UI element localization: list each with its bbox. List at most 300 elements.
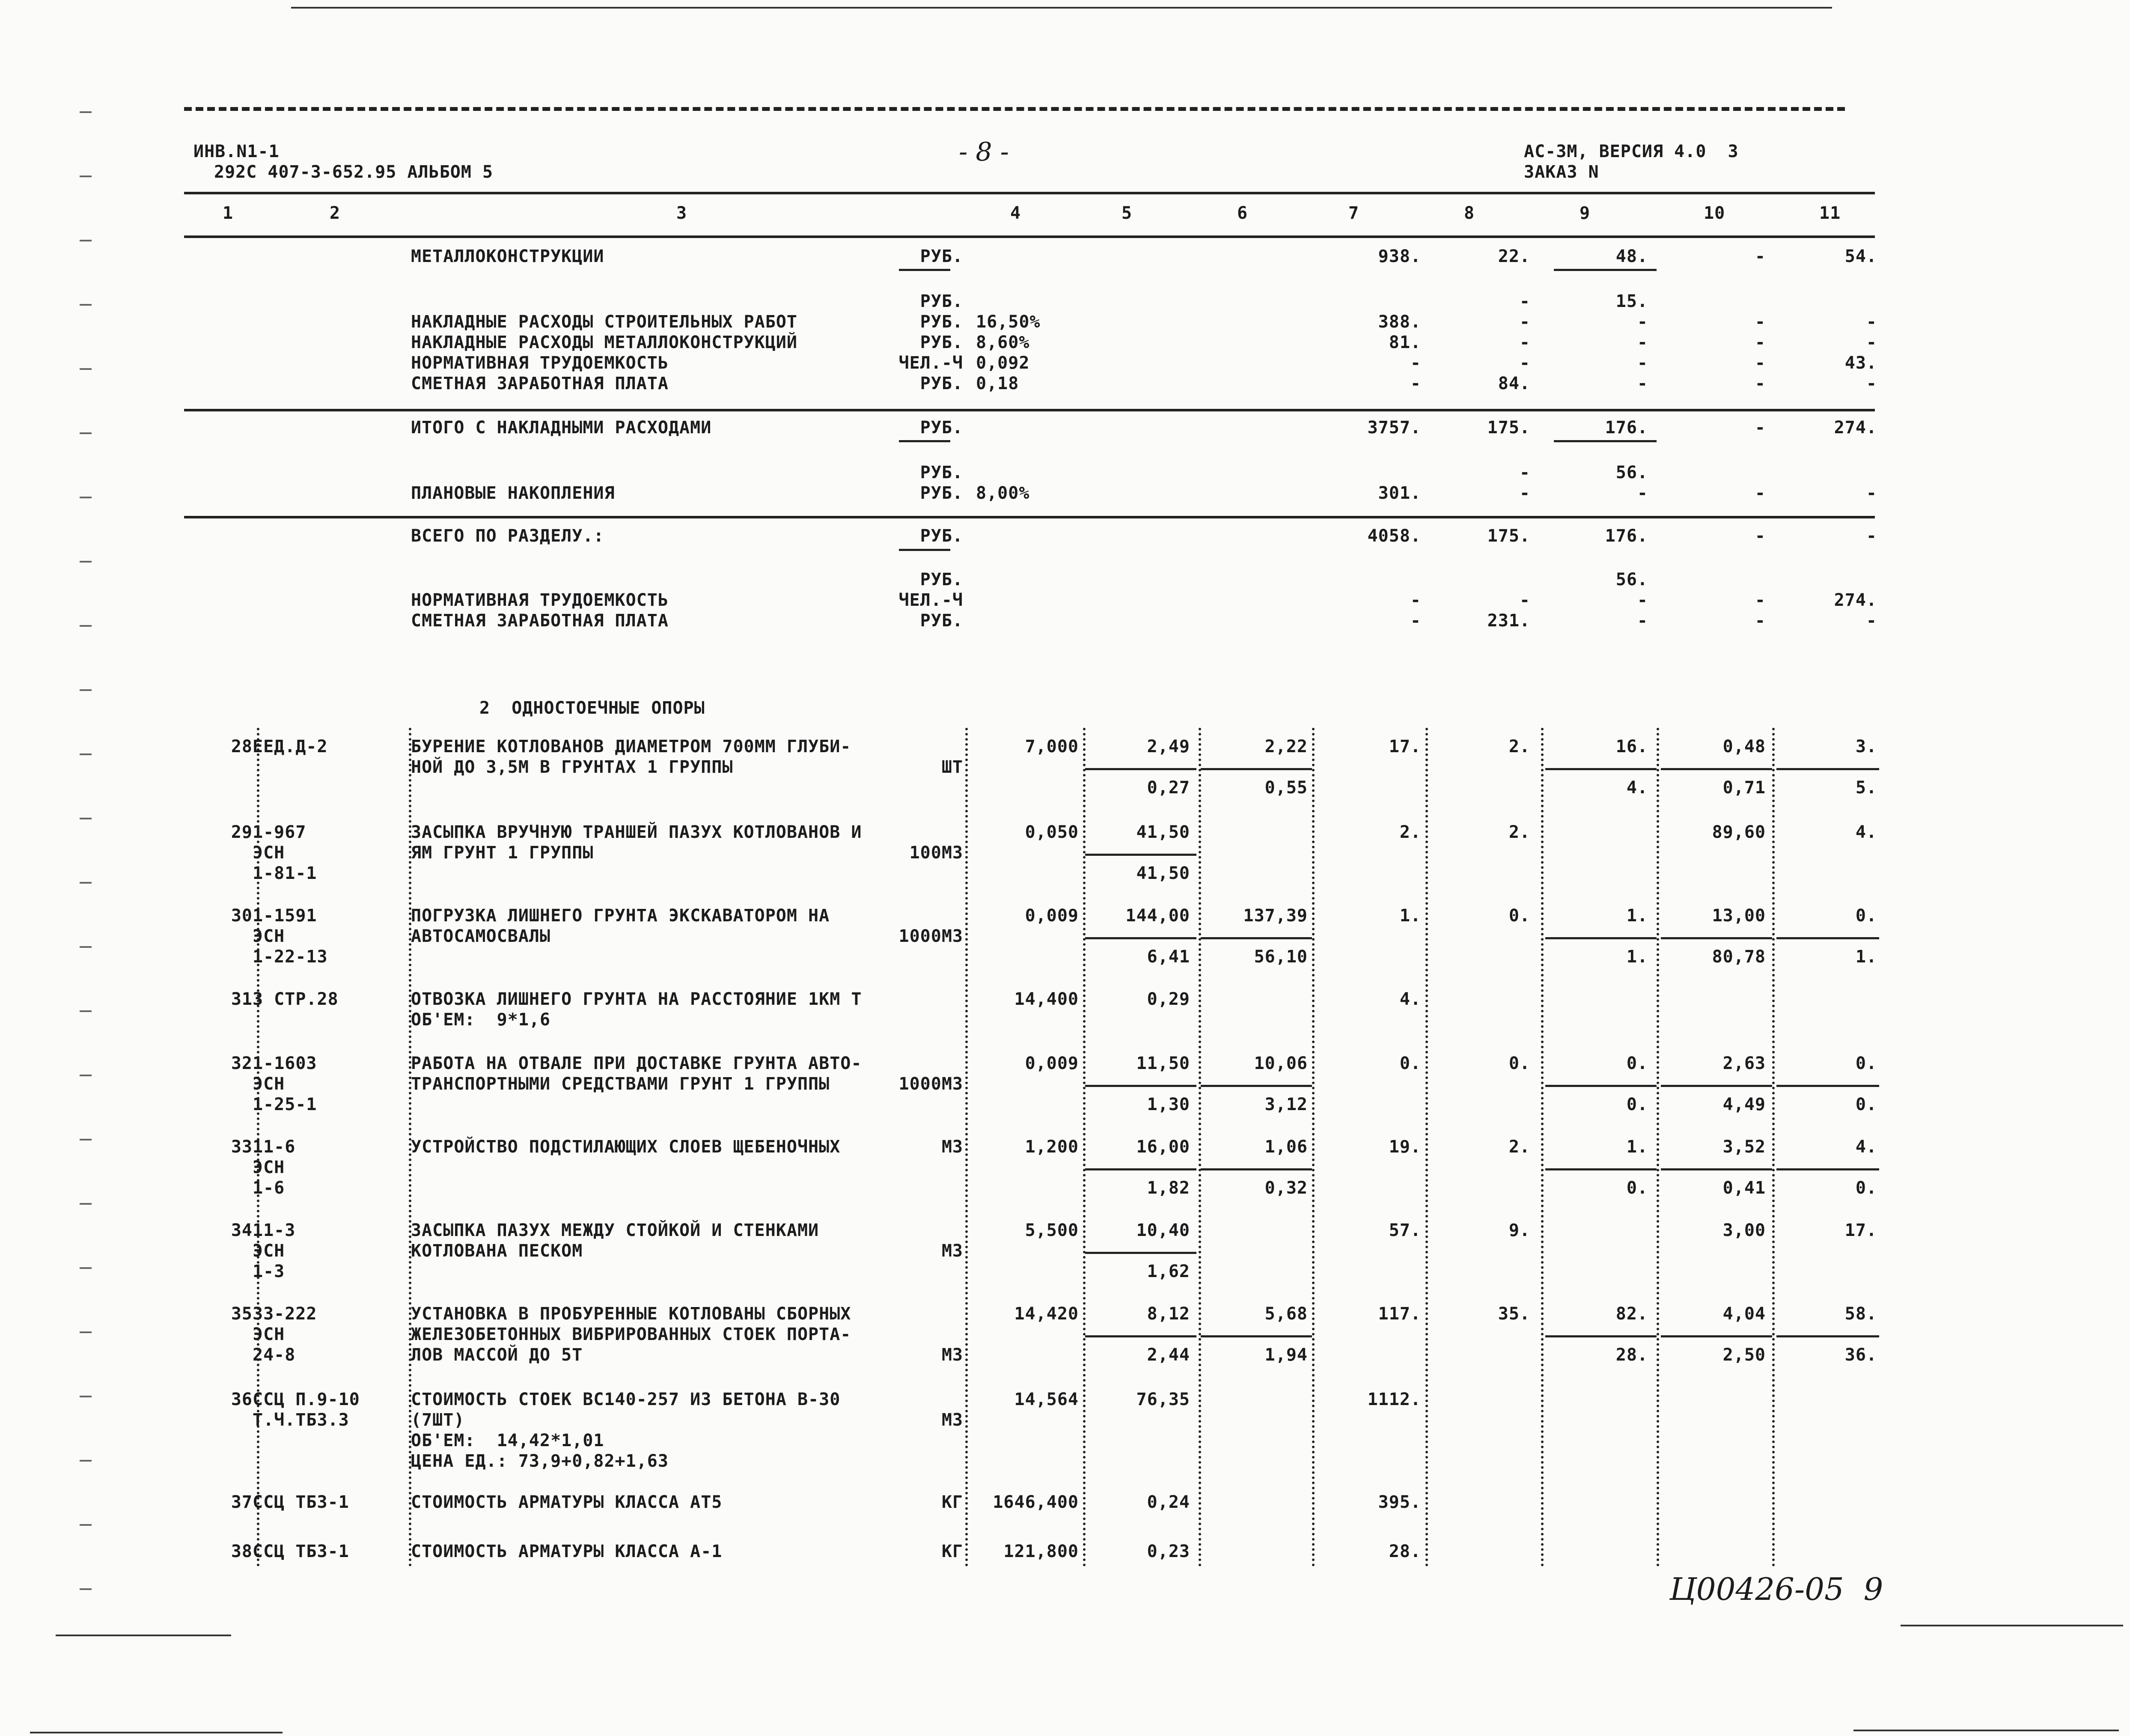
item-number: 37 <box>231 1492 253 1512</box>
item-c7: 57. <box>1389 1221 1421 1240</box>
margin-mark <box>80 176 92 177</box>
summary-c8: 22. <box>1498 247 1530 266</box>
item-unit: КГ <box>941 1542 963 1561</box>
item-p5: 144,00 <box>1125 906 1190 926</box>
item-c10: 2,63 <box>1722 1054 1766 1073</box>
section-rule <box>184 516 1875 518</box>
item-c7: 0. <box>1399 1054 1421 1073</box>
item-p5: 2,49 <box>1147 737 1190 756</box>
summary-c10: - <box>1755 353 1766 373</box>
summary-c10: - <box>1755 312 1766 332</box>
split-line <box>1776 1085 1879 1087</box>
total-underline <box>1554 440 1657 442</box>
summary-rate: 0,092 <box>976 353 1030 373</box>
summary-c8: 175. <box>1487 526 1530 546</box>
margin-mark <box>80 368 92 370</box>
item-c7: 4. <box>1399 989 1421 1009</box>
summary-c10: - <box>1755 611 1766 631</box>
split-line <box>1545 1085 1657 1087</box>
summary-label: НАКЛАДНЫЕ РАСХОДЫ МЕТАЛЛОКОНСТРУКЦИЙ <box>411 333 797 352</box>
item-quantity: 7,000 <box>1025 737 1079 756</box>
item-c8: 35. <box>1498 1304 1530 1324</box>
item-c10: 0,48 <box>1722 737 1766 756</box>
column-header: 6 <box>1237 203 1248 223</box>
item-description: УСТРОЙСТВО ПОДСТИЛАЮЩИХ СЛОЕВ ЩЕБЕНОЧНЫХ <box>411 1137 841 1157</box>
item-c11: 36. <box>1844 1345 1877 1365</box>
item-quantity: 0,009 <box>1025 1054 1079 1073</box>
summary-c11: 274. <box>1834 418 1877 438</box>
item-description: СТОИМОСТЬ АРМАТУРЫ КЛАССА АТ5 <box>411 1492 723 1512</box>
summary-c11: 54. <box>1844 247 1877 266</box>
item-code: ЭСН <box>253 926 285 946</box>
item-c10: 89,60 <box>1712 822 1766 842</box>
column-separator <box>257 728 259 1567</box>
column-separator <box>965 728 968 1567</box>
summary-c10: - <box>1755 483 1766 503</box>
summary-c8: - <box>1519 590 1530 610</box>
summary-c8: 175. <box>1487 418 1530 438</box>
margin-mark <box>80 1075 92 1076</box>
summary-c10: - <box>1755 418 1766 438</box>
margin-mark <box>80 818 92 819</box>
column-header: 9 <box>1580 203 1591 223</box>
item-c11: 3. <box>1855 737 1877 756</box>
item-description: ЛОВ МАССОЙ ДО 5Т <box>411 1345 583 1365</box>
unit-underline <box>899 269 950 271</box>
item-c10: 0,71 <box>1722 778 1766 798</box>
item-c11: 0. <box>1855 906 1877 926</box>
margin-mark <box>80 304 92 306</box>
summary-c9: - <box>1637 374 1648 393</box>
summary-unit: РУБ. <box>920 312 963 332</box>
column-header: 11 <box>1819 203 1841 223</box>
margin-mark <box>80 432 92 434</box>
margin-mark <box>80 1267 92 1269</box>
item-p5: 0,24 <box>1147 1492 1190 1512</box>
item-unit: 1000М3 <box>898 926 963 946</box>
item-code: 1-3 <box>253 1262 285 1281</box>
column-header: 1 <box>223 203 234 223</box>
item-code: ЭСН <box>253 1325 285 1344</box>
item-code: 1-81-1 <box>253 864 317 883</box>
item-c9: 0. <box>1626 1054 1648 1073</box>
summary-c11: - <box>1866 374 1877 393</box>
split-line <box>1201 1335 1312 1337</box>
item-c8: 2. <box>1508 822 1530 842</box>
item-code: 1-967 <box>253 822 306 842</box>
item-number: 29 <box>231 822 253 842</box>
item-description: ЗАСЫПКА ВРУЧНУЮ ТРАНШЕЙ ПАЗУХ КОТЛОВАНОВ И <box>411 822 862 842</box>
inventory-number: ИНВ.N1-1 <box>193 142 280 161</box>
summary-c7: - <box>1410 374 1421 393</box>
item-p5: 1,82 <box>1147 1178 1190 1198</box>
split-line <box>1661 937 1772 939</box>
summary-unit: ЧЕЛ.-Ч <box>898 590 963 610</box>
summary-c11: - <box>1866 312 1877 332</box>
item-description: ЗАСЫПКА ПАЗУХ МЕЖДУ СТОЙКОЙ И СТЕНКАМИ <box>411 1221 819 1240</box>
item-p6: 5,68 <box>1264 1304 1308 1324</box>
item-c11: 5. <box>1855 778 1877 798</box>
summary-label: ПЛАНОВЫЕ НАКОПЛЕНИЯ <box>411 483 615 503</box>
summary-unit: ЧЕЛ.-Ч <box>898 353 963 373</box>
summary-c11: 43. <box>1844 353 1877 373</box>
total-underline <box>1554 269 1657 271</box>
item-code: 11-3 <box>253 1221 296 1240</box>
item-quantity: 14,564 <box>1014 1390 1079 1409</box>
margin-mark <box>80 240 92 241</box>
item-description: СТОИМОСТЬ СТОЕК ВС140-257 ИЗ БЕТОНА В-30 <box>411 1390 841 1409</box>
summary-c9: - <box>1637 590 1648 610</box>
column-separator <box>1199 728 1201 1567</box>
summary-c10: - <box>1755 374 1766 393</box>
margin-mark <box>80 1396 92 1397</box>
item-unit: ШТ <box>941 757 963 777</box>
summary-rate: 16,50% <box>976 312 1041 332</box>
item-p5: 11,50 <box>1136 1054 1190 1073</box>
split-line <box>1085 937 1196 939</box>
summary-c7: 4058. <box>1367 526 1421 546</box>
item-code: 1-1591 <box>253 906 317 926</box>
summary-label: СМЕТНАЯ ЗАРАБОТНАЯ ПЛАТА <box>411 611 669 631</box>
summary-c9: - <box>1637 611 1648 631</box>
split-line <box>1545 1335 1657 1337</box>
item-c7: 19. <box>1389 1137 1421 1157</box>
margin-mark <box>80 1588 92 1590</box>
summary-c10: - <box>1755 526 1766 546</box>
item-code: ЭСН <box>253 1074 285 1094</box>
item-c7: 2. <box>1399 822 1421 842</box>
summary-c9: 15. <box>1615 292 1648 311</box>
margin-mark <box>80 1139 92 1140</box>
item-p5: 0,23 <box>1147 1542 1190 1561</box>
margin-mark <box>80 561 92 563</box>
column-header: 5 <box>1122 203 1133 223</box>
item-c10: 4,04 <box>1722 1304 1766 1324</box>
item-description: ПОГРУЗКА ЛИШНЕГО ГРУНТА ЭКСКАВАТОРОМ НА <box>411 906 830 926</box>
summary-c8: - <box>1519 483 1530 503</box>
summary-c7: 938. <box>1378 247 1421 266</box>
summary-c7: 301. <box>1378 483 1421 503</box>
summary-unit: РУБ. <box>920 463 963 482</box>
item-c9: 1. <box>1626 906 1648 926</box>
item-c11: 1. <box>1855 947 1877 967</box>
column-header: 7 <box>1348 203 1360 223</box>
summary-c8: - <box>1519 312 1530 332</box>
item-code: 1-1603 <box>253 1054 317 1073</box>
item-number: 28 <box>231 737 253 756</box>
summary-c10: - <box>1755 590 1766 610</box>
split-line <box>1545 937 1657 939</box>
margin-mark <box>80 882 92 884</box>
item-quantity: 5,500 <box>1025 1221 1079 1240</box>
split-line <box>1201 937 1312 939</box>
split-line <box>1545 1168 1657 1170</box>
column-header: 4 <box>1010 203 1021 223</box>
split-line <box>1661 768 1772 770</box>
item-c8: 0. <box>1508 1054 1530 1073</box>
document-code: 292C 407-3-652.95 АЛЬБОМ 5 <box>214 162 494 182</box>
item-code: ЭСН <box>253 1158 285 1177</box>
split-line <box>1085 1335 1196 1337</box>
item-unit: М3 <box>941 1137 963 1157</box>
summary-c7: - <box>1410 590 1421 610</box>
item-number: 35 <box>231 1304 253 1324</box>
item-code: 1-22-13 <box>253 947 328 967</box>
item-p6: 137,39 <box>1243 906 1308 926</box>
item-quantity: 121,800 <box>1003 1542 1079 1561</box>
item-p5: 41,50 <box>1136 822 1190 842</box>
item-p5: 41,50 <box>1136 864 1190 883</box>
split-line <box>1776 1168 1879 1170</box>
item-p5: 6,41 <box>1147 947 1190 967</box>
item-p5: 1,62 <box>1147 1262 1190 1281</box>
item-code: 24-8 <box>253 1345 296 1365</box>
summary-label: МЕТАЛЛОКОНСТРУКЦИИ <box>411 247 604 266</box>
item-c7: 1. <box>1399 906 1421 926</box>
split-line <box>1661 1085 1772 1087</box>
item-description: РАБОТА НА ОТВАЛЕ ПРИ ДОСТАВКЕ ГРУНТА АВТО- <box>411 1054 862 1073</box>
item-p6: 3,12 <box>1264 1095 1308 1114</box>
margin-mark <box>80 625 92 627</box>
item-c9: 4. <box>1626 778 1648 798</box>
item-c10: 80,78 <box>1712 947 1766 967</box>
margin-mark <box>80 946 92 948</box>
item-p5: 10,40 <box>1136 1221 1190 1240</box>
column-separator <box>1425 728 1428 1567</box>
summary-unit: РУБ. <box>920 333 963 352</box>
item-p5: 0,29 <box>1147 989 1190 1009</box>
item-code: 1-25-1 <box>253 1095 317 1114</box>
item-c8: 9. <box>1508 1221 1530 1240</box>
column-header: 10 <box>1704 203 1725 223</box>
split-line <box>1085 1168 1196 1170</box>
column-separator <box>1657 728 1659 1567</box>
split-line <box>1776 768 1879 770</box>
summary-c10: - <box>1755 333 1766 352</box>
item-p5: 0,27 <box>1147 778 1190 798</box>
summary-c7: 3757. <box>1367 418 1421 438</box>
item-number: 32 <box>231 1054 253 1073</box>
margin-mark <box>80 1331 92 1333</box>
item-c10: 0,41 <box>1722 1178 1766 1198</box>
summary-label: НАКЛАДНЫЕ РАСХОДЫ СТРОИТЕЛЬНЫХ РАБОТ <box>411 312 797 332</box>
item-description: ЯМ ГРУНТ 1 ГРУППЫ <box>411 843 594 863</box>
summary-rate: 8,60% <box>976 333 1030 352</box>
item-c7: 17. <box>1389 737 1421 756</box>
summary-c8: 231. <box>1487 611 1530 631</box>
summary-c8: - <box>1519 292 1530 311</box>
item-description: ЖЕЛЕЗОБЕТОННЫХ ВИБРИРОВАННЫХ СТОЕК ПОРТА- <box>411 1325 851 1344</box>
item-c10: 3,52 <box>1722 1137 1766 1157</box>
summary-c8: - <box>1519 353 1530 373</box>
margin-mark <box>80 1460 92 1462</box>
margin-mark <box>80 1524 92 1526</box>
item-p6: 1,94 <box>1264 1345 1308 1365</box>
item-p6: 10,06 <box>1254 1054 1308 1073</box>
split-line <box>1661 1168 1772 1170</box>
summary-c11: 274. <box>1834 590 1877 610</box>
margin-mark <box>80 497 92 498</box>
program-version: АС-3М, ВЕРСИЯ 4.0 3 <box>1524 142 1739 161</box>
item-c10: 4,49 <box>1722 1095 1766 1114</box>
item-p5: 8,12 <box>1147 1304 1190 1324</box>
column-separator <box>1083 728 1086 1567</box>
item-p5: 2,44 <box>1147 1345 1190 1365</box>
item-quantity: 1646,400 <box>993 1492 1079 1512</box>
section-rule <box>184 409 1875 411</box>
summary-label: ИТОГО С НАКЛАДНЫМИ РАСХОДАМИ <box>411 418 712 438</box>
item-p5: 76,35 <box>1136 1390 1190 1409</box>
item-description: ОБ'ЕМ: 14,42*1,01 <box>411 1431 604 1450</box>
summary-unit: РУБ. <box>920 483 963 503</box>
item-c8: 0. <box>1508 906 1530 926</box>
item-p6: 1,06 <box>1264 1137 1308 1157</box>
item-code: ССЦ П.9-10 <box>253 1390 360 1409</box>
split-line <box>1201 1085 1312 1087</box>
item-c8: 2. <box>1508 737 1530 756</box>
summary-c7: 388. <box>1378 312 1421 332</box>
margin-mark <box>80 753 92 755</box>
split-line <box>1661 1335 1772 1337</box>
summary-c7: - <box>1410 611 1421 631</box>
summary-c11: - <box>1866 611 1877 631</box>
summary-label: НОРМАТИВНАЯ ТРУДОЕМКОСТЬ <box>411 353 669 373</box>
item-unit: 1000М3 <box>898 1074 963 1094</box>
item-unit: М3 <box>941 1345 963 1365</box>
split-line <box>1201 768 1312 770</box>
item-quantity: 0,050 <box>1025 822 1079 842</box>
summary-unit: РУБ. <box>920 526 963 546</box>
item-number: 38 <box>231 1542 253 1561</box>
summary-c9: 176. <box>1605 526 1648 546</box>
item-c8: 2. <box>1508 1137 1530 1157</box>
item-p5: 16,00 <box>1136 1137 1190 1157</box>
summary-c7: 81. <box>1389 333 1421 352</box>
item-c7: 1112. <box>1367 1390 1421 1409</box>
item-code: Т.Ч.ТБ3.3 <box>253 1410 349 1430</box>
summary-c9: 56. <box>1615 570 1648 590</box>
item-code: ССЦ ТБ3-1 <box>253 1492 349 1512</box>
split-line <box>1085 854 1196 856</box>
column-header: 2 <box>330 203 341 223</box>
item-c11: 0. <box>1855 1054 1877 1073</box>
item-code: 3 СТР.28 <box>253 989 339 1009</box>
item-description: ОТВОЗКА ЛИШНЕГО ГРУНТА НА РАССТОЯНИЕ 1КМ Т <box>411 989 862 1009</box>
summary-c8: - <box>1519 333 1530 352</box>
item-number: 31 <box>231 989 253 1009</box>
item-code: 33-222 <box>253 1304 317 1324</box>
summary-c9: 56. <box>1615 463 1648 482</box>
item-c9: 16. <box>1615 737 1648 756</box>
split-line <box>1085 768 1196 770</box>
summary-label: ВСЕГО ПО РАЗДЕЛУ.: <box>411 526 604 546</box>
margin-mark <box>80 689 92 691</box>
split-line <box>1776 937 1879 939</box>
item-c11: 17. <box>1844 1221 1877 1240</box>
item-unit: 100М3 <box>909 843 963 863</box>
item-code: ССЦ ТБ3-1 <box>253 1542 349 1561</box>
item-description: АВТОСАМОСВАЛЫ <box>411 926 551 946</box>
item-c9: 0. <box>1626 1095 1648 1114</box>
column-separator <box>1541 728 1544 1567</box>
summary-c9: - <box>1637 333 1648 352</box>
section-title: 2 ОДНОСТОЕЧНЫЕ ОПОРЫ <box>479 698 705 718</box>
summary-c11: - <box>1866 333 1877 352</box>
item-code: 11-6 <box>253 1137 296 1157</box>
item-code: ЭСН <box>253 1241 285 1261</box>
item-description: БУРЕНИЕ КОТЛОВАНОВ ДИАМЕТРОМ 700ММ ГЛУБИ- <box>411 737 851 756</box>
summary-c8: - <box>1519 463 1530 482</box>
item-quantity: 14,400 <box>1014 989 1079 1009</box>
item-c7: 28. <box>1389 1542 1421 1561</box>
item-c11: 0. <box>1855 1178 1877 1198</box>
summary-c11: - <box>1866 483 1877 503</box>
item-p6: 0,55 <box>1264 778 1308 798</box>
item-c11: 4. <box>1855 822 1877 842</box>
item-quantity: 0,009 <box>1025 906 1079 926</box>
summary-c9: 48. <box>1615 247 1648 266</box>
summary-label: НОРМАТИВНАЯ ТРУДОЕМКОСТЬ <box>411 590 669 610</box>
margin-mark <box>80 1010 92 1012</box>
item-description: КОТЛОВАНА ПЕСКОМ <box>411 1241 583 1261</box>
item-p6: 56,10 <box>1254 947 1308 967</box>
item-c9: 82. <box>1615 1304 1648 1324</box>
item-number: 36 <box>231 1390 253 1409</box>
summary-c7: - <box>1410 353 1421 373</box>
item-c11: 58. <box>1844 1304 1877 1324</box>
item-quantity: 14,420 <box>1014 1304 1079 1324</box>
summary-rate: 8,00% <box>976 483 1030 503</box>
item-number: 34 <box>231 1221 253 1240</box>
summary-c8: 84. <box>1498 374 1530 393</box>
item-description: СТОИМОСТЬ АРМАТУРЫ КЛАССА А-1 <box>411 1542 723 1561</box>
item-p6: 0,32 <box>1264 1178 1308 1198</box>
summary-rate: 0,18 <box>976 374 1019 393</box>
summary-c10: - <box>1755 247 1766 266</box>
summary-unit: РУБ. <box>920 292 963 311</box>
item-code: 1-6 <box>253 1178 285 1198</box>
item-c7: 117. <box>1378 1304 1421 1324</box>
item-p5: 1,30 <box>1147 1095 1190 1114</box>
column-header: 3 <box>676 203 687 223</box>
column-header: 8 <box>1464 203 1475 223</box>
item-c10: 3,00 <box>1722 1221 1766 1240</box>
column-separator <box>409 728 411 1567</box>
item-c10: 2,50 <box>1722 1345 1766 1365</box>
handwritten-sheet-number: Ц00426-05 9 <box>1669 1571 1883 1607</box>
item-c7: 395. <box>1378 1492 1421 1512</box>
item-c10: 13,00 <box>1712 906 1766 926</box>
summary-c11: - <box>1866 526 1877 546</box>
item-c11: 4. <box>1855 1137 1877 1157</box>
split-line <box>1201 1168 1312 1170</box>
item-description: УСТАНОВКА В ПРОБУРЕННЫЕ КОТЛОВАНЫ СБОРНЫХ <box>411 1304 851 1324</box>
summary-c9: 176. <box>1605 418 1648 438</box>
summary-unit: РУБ. <box>920 611 963 631</box>
item-unit: КГ <box>941 1492 963 1512</box>
split-line <box>1085 1085 1196 1087</box>
item-quantity: 1,200 <box>1025 1137 1079 1157</box>
item-description: ОБ'ЕМ: 9*1,6 <box>411 1010 551 1030</box>
summary-unit: РУБ. <box>920 418 963 438</box>
item-c9: 0. <box>1626 1178 1648 1198</box>
summary-unit: РУБ. <box>920 570 963 590</box>
item-unit: М3 <box>941 1410 963 1430</box>
summary-unit: РУБ. <box>920 374 963 393</box>
item-code: ЕЕД.Д-2 <box>253 737 328 756</box>
item-p6: 2,22 <box>1264 737 1308 756</box>
item-c9: 1. <box>1626 1137 1648 1157</box>
